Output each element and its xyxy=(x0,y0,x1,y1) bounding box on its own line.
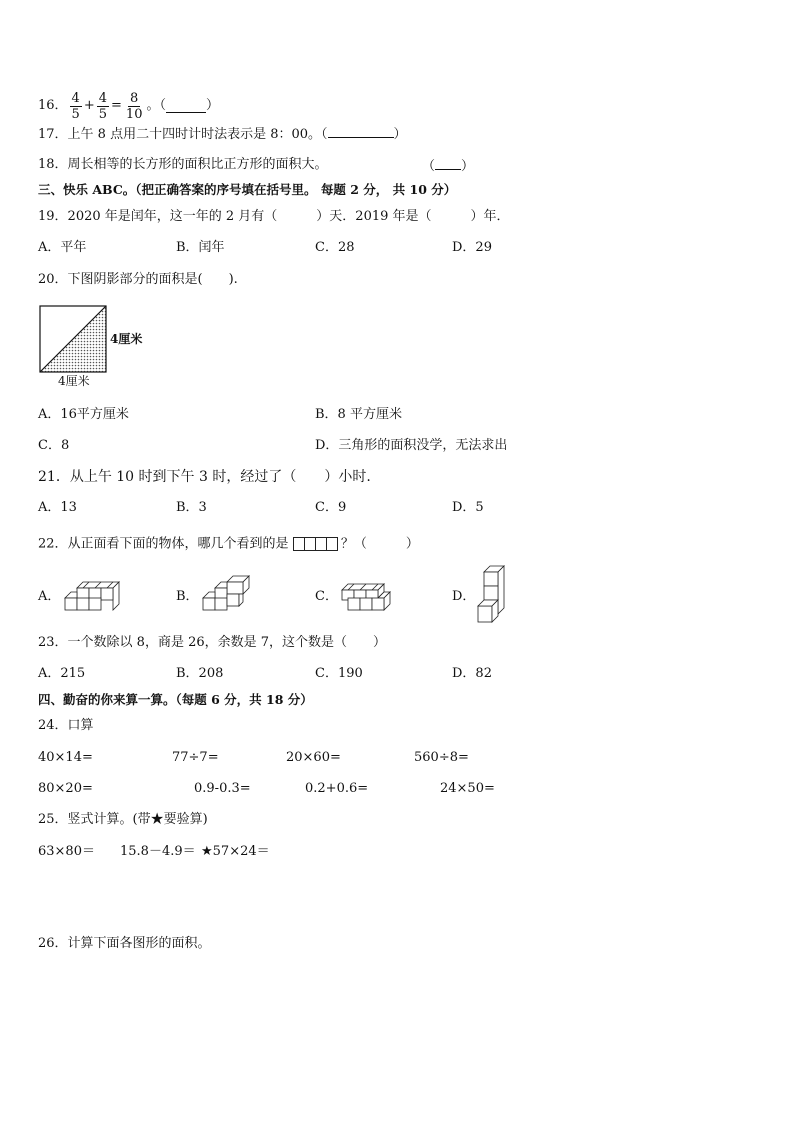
cube-figure-a xyxy=(63,582,119,612)
question-24: 24．口算 xyxy=(38,718,94,733)
answer-paren-18 xyxy=(422,157,474,175)
oral-calc: 560÷8= xyxy=(414,750,469,765)
written-calc: 15.8－4.9＝ xyxy=(120,844,196,859)
question-23: 23．一个数除以 8，商是 26，余数是 7，这个数是（ ） xyxy=(38,635,387,650)
oral-calc: 0.9-0.3= xyxy=(194,781,251,796)
fraction-2: $\frac{4}{5}$ xyxy=(98,90,108,122)
option-b[interactable]: B．3 xyxy=(176,500,207,515)
fraction-1: $\frac{4}{5}$ xyxy=(71,90,80,122)
oral-calc: 20×60= xyxy=(286,750,341,765)
bottom-length-label: 4厘米 xyxy=(58,374,90,388)
cube-figure-b xyxy=(201,576,251,612)
cube-figure-d xyxy=(476,566,506,626)
option-d[interactable]: D．29 xyxy=(452,240,492,255)
section-3-title: 三、快乐 ABC。（把正确答案的序号填在括号里。 每题 2 分， 共 10 分） xyxy=(38,182,457,197)
question-text: 18．周长相等的长方形的面积比正方形的面积大。 xyxy=(38,157,328,172)
option-d[interactable]: D．三角形的面积没学，无法求出 xyxy=(315,438,508,453)
answer-blank[interactable] xyxy=(166,100,206,113)
option-c[interactable]: C．28 xyxy=(315,240,355,255)
question-21: 21．从上午 10 时到下午 3 时，经过了（ ）小时. xyxy=(38,469,371,485)
oral-calc: 80×20= xyxy=(38,781,93,796)
paren-close: ） xyxy=(205,98,219,113)
option-a[interactable]: A．16平方厘米 xyxy=(38,407,129,422)
section-4-title: 四、勤奋的你来算一算。（每题 6 分，共 18 分） xyxy=(38,692,313,707)
paren-open: 。（ xyxy=(146,98,166,113)
side-length-label: 4厘米 xyxy=(110,332,143,346)
written-calc: 63×80＝ xyxy=(38,844,95,859)
option-a[interactable]: A．13 xyxy=(38,500,77,515)
question-17 xyxy=(38,125,407,143)
question-25: 25．竖式计算。(带★要验算) xyxy=(38,812,208,827)
option-d[interactable]: D．5 xyxy=(452,500,484,515)
option-c[interactable]: C． xyxy=(315,589,338,604)
option-d[interactable]: D． xyxy=(452,589,476,604)
option-b[interactable]: B．闰年 xyxy=(176,240,225,255)
paren-close: ） xyxy=(393,127,407,142)
option-a[interactable]: A． xyxy=(38,589,61,604)
option-b[interactable]: B．8 平方厘米 xyxy=(315,407,402,422)
question-18 xyxy=(38,157,328,173)
fraction-3: $\frac{8}{10}$ xyxy=(125,90,143,122)
oral-calc: 0.2+0.6= xyxy=(305,781,369,796)
oral-calc: 24×50= xyxy=(440,781,495,796)
question-20: 20．下图阴影部分的面积是( ). xyxy=(38,272,238,287)
oral-calc: 77÷7= xyxy=(172,750,219,765)
option-b[interactable]: B．208 xyxy=(176,666,224,681)
question-text: 22．从正面看下面的物体，哪几个看到的是 xyxy=(38,536,289,552)
paren-open: （ xyxy=(422,159,436,174)
equals-sign: = xyxy=(111,98,122,113)
question-text-end: ？（ ） xyxy=(340,536,419,552)
question-text: 17．上午 8 点用二十四时计时法表示是 8：00。（ xyxy=(38,127,328,142)
answer-blank[interactable] xyxy=(435,157,461,170)
option-c[interactable]: C．190 xyxy=(315,666,363,681)
option-a[interactable]: A．215 xyxy=(38,666,86,681)
option-d[interactable]: D．82 xyxy=(452,666,492,681)
question-26: 26．计算下面各图形的面积。 xyxy=(38,936,211,951)
option-a[interactable]: A．平年 xyxy=(38,240,87,255)
paren-close: ） xyxy=(461,159,475,174)
option-b[interactable]: B． xyxy=(176,589,199,604)
question-16 xyxy=(38,88,219,124)
square-diagram xyxy=(38,304,158,394)
option-c[interactable]: C．8 xyxy=(38,438,70,453)
option-c[interactable]: C．9 xyxy=(315,500,347,515)
cube-figure-c xyxy=(340,582,396,612)
question-19: 19．2020 年是闰年，这一年的 2 月有（ ）天．2019 年是（ ）年． xyxy=(38,209,510,224)
question-22 xyxy=(38,536,419,553)
written-calc: ★57×24＝ xyxy=(201,844,270,859)
question-number: 16． xyxy=(38,98,68,113)
front-view-icon xyxy=(293,536,337,552)
answer-blank[interactable] xyxy=(328,125,394,138)
plus-sign: + xyxy=(83,98,95,113)
oral-calc: 40×14= xyxy=(38,750,93,765)
